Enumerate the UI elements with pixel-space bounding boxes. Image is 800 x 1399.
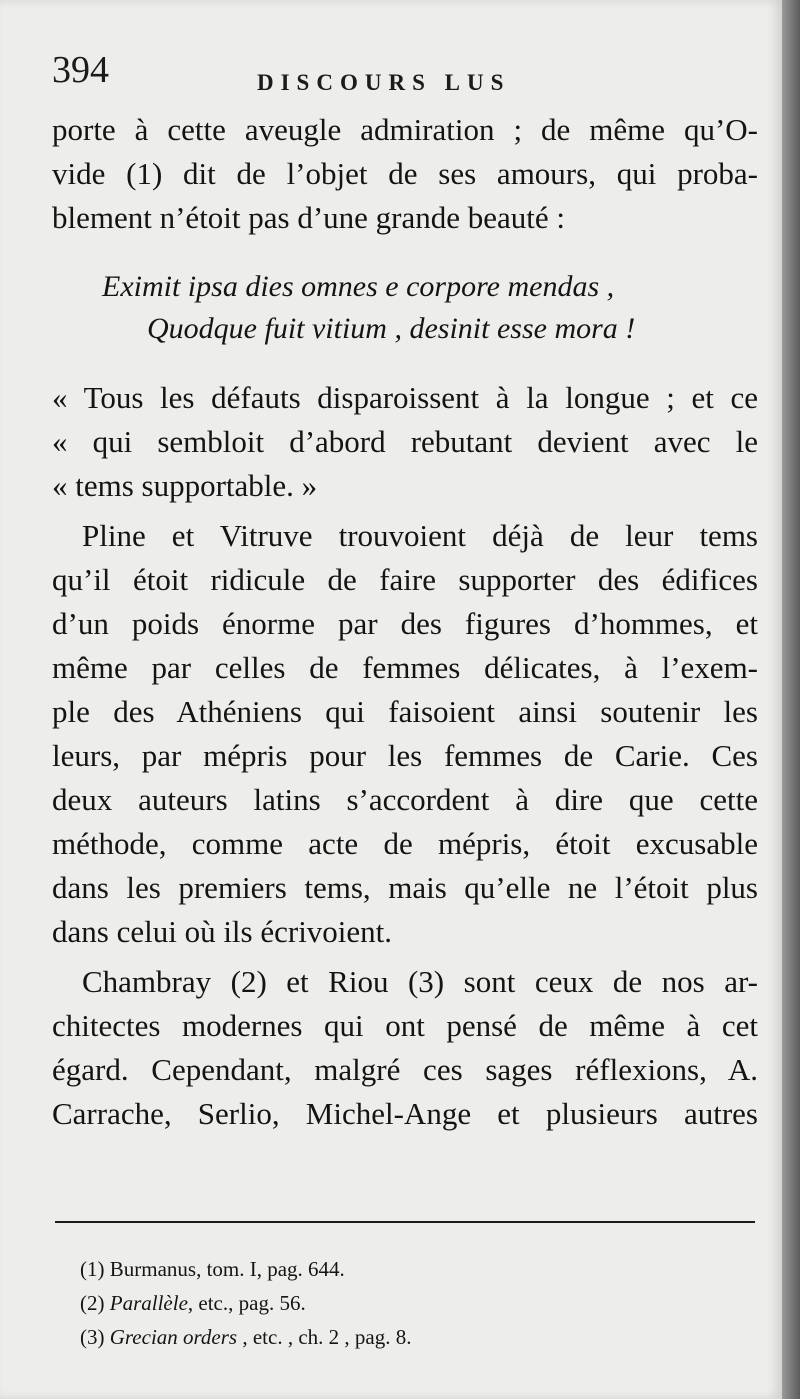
text-line: Carrache, Serlio, Michel-Ange et plusieurs autres — [52, 1096, 758, 1131]
text-line: d’un poids énorme par des figures d’hommes, et — [52, 606, 758, 641]
footnote-text: , etc. , ch. 2 , pag. 8. — [237, 1325, 412, 1349]
footnote-title: Parallèle — [109, 1291, 188, 1315]
paragraph-1 — [52, 108, 758, 240]
text-line: « Tous les défauts disparoissent à la longue ; et ce — [52, 380, 758, 415]
text-line: Chambray (2) et Riou (3) sont ceux de nos ar- — [82, 964, 758, 999]
text-line: dans celui où ils écrivoient. — [52, 914, 393, 949]
text-line: chitectes modernes qui ont pensé de même à cet — [52, 1008, 758, 1043]
running-title: DISCOURS LUS — [257, 70, 511, 95]
paragraph-4 — [52, 960, 758, 1136]
text-line: deux auteurs latins s’accordent à dire que cette — [52, 782, 758, 817]
footnote-marker: (1) — [80, 1257, 105, 1281]
footnote-1 — [80, 1252, 740, 1286]
text-line: Pline et Vitruve trouvoient déjà de leur tems — [82, 518, 758, 553]
page-header — [52, 48, 752, 98]
paragraph-2 — [52, 376, 758, 508]
footnotes — [80, 1252, 740, 1354]
footnote-text: Burmanus, tom. I, pag. 644. — [109, 1257, 345, 1281]
page-number: 394 — [52, 49, 109, 91]
footnote-3 — [80, 1320, 740, 1354]
latin-verse — [52, 266, 758, 350]
footnote-text: , etc., pag. 56. — [187, 1291, 306, 1315]
footnote-2 — [80, 1286, 740, 1320]
text-line: méthode, comme acte de mépris, étoit excusable — [52, 826, 758, 861]
text-line: ple des Athéniens qui faisoient ainsi soutenir les — [52, 694, 758, 729]
text-line: égard. Cependant, malgré ces sages réflexions, A. — [52, 1052, 758, 1087]
body-text — [52, 108, 758, 1136]
verse-line: Eximit ipsa dies omnes e corpore mendas , — [102, 270, 615, 303]
footnote-marker: (2) — [80, 1291, 105, 1315]
footnote-rule — [55, 1221, 755, 1223]
text-line: même par celles de femmes délicates, à l’exem- — [52, 650, 758, 685]
text-line: vide (1) dit de l’objet de ses amours, qui proba- — [52, 156, 758, 191]
text-line: porte à cette aveugle admiration ; de même qu’O- — [52, 112, 758, 147]
text-line: blement n’étoit pas d’une grande beauté : — [52, 200, 566, 235]
paragraph-3 — [52, 514, 758, 954]
footnote-title: Grecian orders — [109, 1325, 238, 1349]
text-line: « qui sembloit d’abord rebutant devient avec le — [52, 424, 758, 459]
text-line: qu’il étoit ridicule de faire supporter des édifices — [52, 562, 758, 597]
footnote-marker: (3) — [80, 1325, 105, 1349]
text-line: leurs, par mépris pour les femmes de Carie. Ces — [52, 738, 758, 773]
text-line: dans les premiers tems, mais qu’elle ne l’étoit plus — [52, 870, 758, 905]
page-edge-shadow — [782, 0, 800, 1399]
verse-line: Quodque fuit vitium , desinit esse mora ! — [147, 312, 636, 345]
text-line: « tems supportable. » — [52, 468, 318, 503]
